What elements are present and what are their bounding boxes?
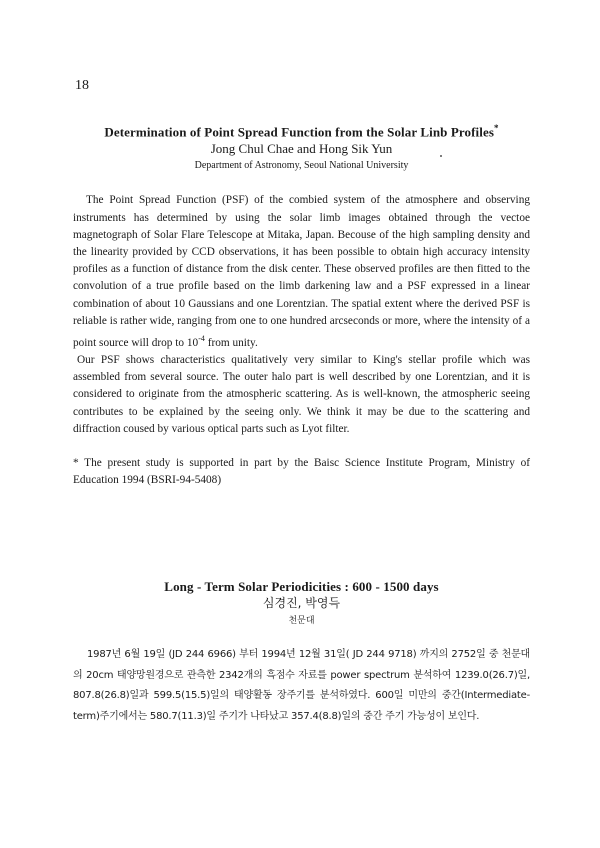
abstract-paragraph: 1987년 6월 19일 (JD 244 6966) 부터 1994년 12월 31일( JD 244 9718) 까지의 2752일 중 천문대의 20cm 태양망원경으로 관측한 2342개의 흑점수 자료를 power spectrum 분석하여 1239.0(26.7)일, 807.8(26.8)일과 599.5(15.5)일의 태양활동 장주기를 분석하였다. 600일 미만의 중간(Intermediate-term)주기에서는 580.7(11.3)일 주기가 나타났고 357.4(8.8)일의 중간 주기 가능성이 보인다. [73, 649, 530, 722]
abstract-authors: Jong Chul Chae and Hong Sik Yun [210, 141, 393, 157]
abstract-authors: 심경진, 박영득 [262, 596, 341, 610]
abstract-paragraph [73, 192, 530, 352]
footnote-marker: * [494, 123, 499, 133]
exponent: -4 [198, 333, 205, 343]
abstract-affiliation: Department of Astronomy, Seoul National University [194, 160, 409, 172]
paragraph-text: The Point Spread Function (PSF) of the combied system of the atmosphere and observing instruments has determined by using the solar limb images obtained through the vectoe magnetograph of Solar Flare Telescope at Mitaka, Japan. Becouse of the high sampling density and the linearity provided by CCD observations, it has been possible to obtain high accuracy intensity profiles as a function of distance from the disk center. These observed profiles are then fitted to the convolution of a true profile based on the limb darkening law and a PSF expressed in a linear combination of about 10 Gaussians and one Lorentzian. The spatial extent where the derived PSF is reliable is rather wide, ranging from one to one hundred arcseconds or more, where the intensity of a point source will drop to 10 [73, 194, 530, 349]
abstract-affiliation: 천문대 [288, 616, 315, 626]
abstract-title [73, 120, 530, 140]
abstract-title: Long - Term Solar Periodicities : 600 - 1500 days [164, 579, 439, 594]
paragraph-text-end: from unity. [204, 336, 258, 349]
page-number: 18 [75, 78, 89, 93]
footnote: * The present study is supported in part by the Baisc Science Institute Program, Ministry of Education 1994 (BSRI-94-5408) [73, 456, 530, 487]
abstract-periodicities [73, 578, 530, 727]
abstract-title-text: Determination of Point Spread Function from the Solar Linb Profiles [104, 124, 494, 140]
abstract-psf [73, 120, 530, 489]
abstract-paragraph-2: Our PSF shows characteristics qualitatively very similar to King's stellar profile which was assembled from several source. The outer halo part is well described by one Lorentzian, and it is considered to originate from the atmospheric scattering. As is well-known, the atmospheric seeing contributes to be explained by the seeing only. We think it may be due to the scattering and diffraction coused by various optical parts such as Lyot filter. [73, 353, 530, 435]
